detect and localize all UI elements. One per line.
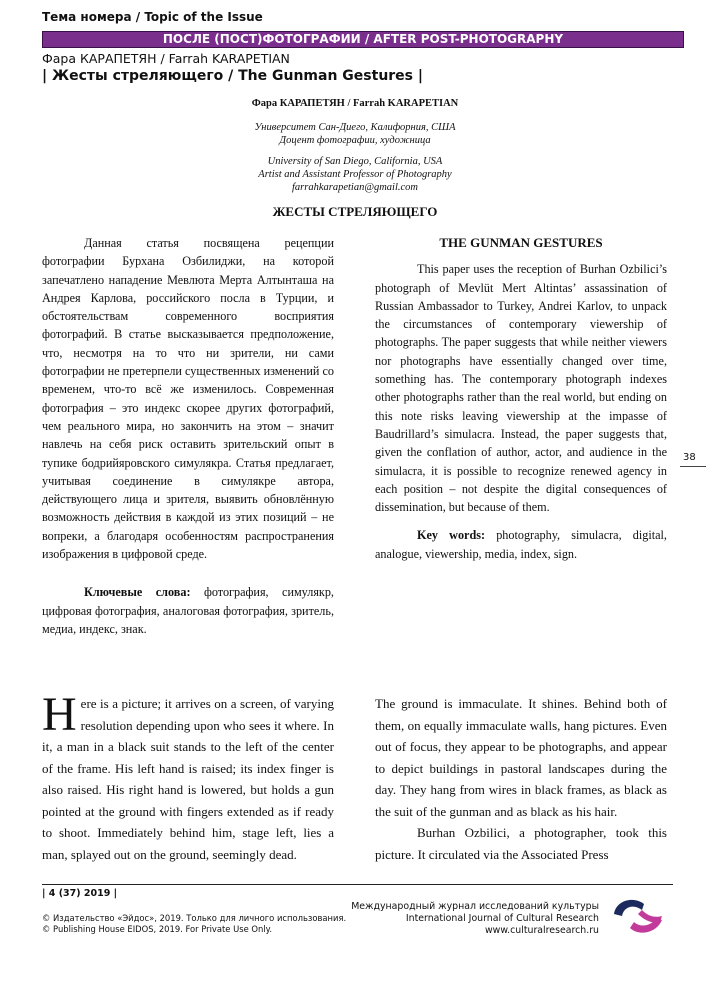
drop-cap: H: [42, 688, 77, 741]
journal-logo-icon: [612, 894, 664, 938]
running-header-authors: Фара КАРАПЕТЯН / Farrah KARAPETIAN: [42, 51, 290, 66]
author-email[interactable]: farrahkarapetian@gmail.com: [291, 182, 419, 193]
ru-keywords-list: фотография, симулякр, цифровая фотография, аналоговая фотография, зритель, медиа, индекс, знак.: [42, 585, 334, 636]
copyright-ru: © Издательство «Эйдос», 2019. Только для личного использования.: [42, 913, 347, 923]
body-text-right-2: Burhan Ozbilici, a photographer, took this picture. It circulated via the Associated Press: [375, 825, 667, 862]
affiliation-ru-university: Университет Сан-Диего, Калифорния, США: [254, 122, 456, 133]
ru-article-title: ЖЕСТЫ СТРЕЛЯЮЩЕГО: [272, 204, 438, 219]
page-number: 38: [683, 452, 696, 463]
affiliation-ru-position: Доцент фотографии, художница: [279, 135, 431, 146]
footer-issue-number: | 4 (37) 2019 |: [42, 888, 118, 899]
affiliation-ru: [180, 121, 530, 147]
author-block: [180, 98, 530, 194]
body-paragraph: [42, 688, 334, 865]
body-text-left: ere is a picture; it arrives on a screen, of varying resolution depending upon who sees it where. In it, a man in a black suit stands to the left of the center of the frame. His left hand is raised; its index finger is also raised. His right hand is lowered, but holds a gun pointed at the ground with fingers extended as if ready to shoot. Immediately behind him, stage left, lies a man, splayed out on the ground, seemingly dead.: [42, 696, 334, 862]
copyright-en: © Publishing House EIDOS, 2019. For Private Use Only.: [42, 924, 273, 934]
journal-name-ru: Международный журнал исследований культуры: [351, 901, 599, 912]
ru-abstract-text: Данная статья посвящена рецепции фотографии Бурхана Озбилиджи, на которой запечатлено нападение Мевлюта Мерта Алтынташа на Андрея Карлова, российского посла в Турции, и обстоятельствам современного восприятия фотографий. В статье высказывается предположение, что, несмотря на то что ни зрители, ни сами фотографии не претерпели существенных изменений со временем, что-то всё же изменилось. Современная фотография – это индекс скорее других фотографий, чем реального мира, но закончить на этом – значит навлечь на себя риск оставить зрительский опыт в тупике бодрийяровского симулякра. Статья предлагает, учитывая соединение в симулякре автора, действующего лица и зрителя, выявить обновлённую возможность действия в каждой из этих позиций – не вопреки, а благодаря особенностям распространения изображения в цифровой среде.: [42, 236, 334, 562]
body-column-right: [375, 693, 667, 865]
body-column-left: [42, 688, 334, 865]
en-keywords-list: photography, simulacra, digital, analogue, viewership, media, index, sign.: [375, 528, 667, 561]
running-header-title: | Жесты стреляющего / The Gunman Gestures |: [42, 68, 424, 84]
author-name: Фара КАРАПЕТЯН / Farrah KARAPETIAN: [251, 98, 459, 109]
footer-journal-info: [330, 901, 599, 937]
en-keywords: [375, 526, 667, 563]
body-text-right-1: The ground is immaculate. It shines. Behind both of them, on equally immaculate walls, hang pictures. Even out of focus, they appear to be photographs, and appear to depict buildings in pastoral landscapes during the day. They hang from wires in black frames, as black as the suit of the gunman and as black as his hair.: [375, 696, 667, 819]
journal-website[interactable]: www.culturalresearch.ru: [485, 925, 599, 936]
affiliation-en: [180, 155, 530, 194]
en-abstract: [375, 234, 667, 563]
page-number-rule: [680, 466, 706, 467]
affiliation-en-university: University of San Diego, California, USA: [267, 156, 443, 167]
en-abstract-text: This paper uses the reception of Burhan Ozbilici’s photograph of Mevlüt Mert Altintas’ assassination of Russian Ambassador to Turkey, Andrei Karlov, to unpack the circumstances of contemporary viewership of photographs. The paper suggests that while neither viewers nor photographs have essentially changed over time, something has. The contemporary photograph indexes other photographs rather than the real world, but ending on this note risks leaving viewership at the impasse of Baudrillard’s simulacra. Instead, the paper suggests that, given the conflation of author, actor, and audience in the simulacra, it is possible to recognize renewed agency in each position – not despite the digital consequences of dissemination, but because of them.: [375, 262, 667, 515]
section-title-bar: ПОСЛЕ (ПОСТ)ФОТОГРАФИИ / AFTER POST-PHOTOGRAPHY: [42, 31, 684, 48]
en-keywords-label: Key words:: [417, 528, 486, 543]
ru-keywords-label: Ключевые слова:: [84, 585, 191, 600]
footer-copyright: [42, 913, 346, 935]
footer-rule: [42, 884, 673, 885]
journal-name-en: International Journal of Cultural Research: [405, 913, 599, 924]
affiliation-en-position: Artist and Assistant Professor of Photography: [258, 169, 452, 180]
en-article-title: THE GUNMAN GESTURES: [439, 235, 603, 250]
ru-keywords: [42, 583, 334, 638]
ru-abstract: [42, 234, 334, 638]
issue-topic-label: Тема номера / Topic of the Issue: [42, 10, 263, 24]
